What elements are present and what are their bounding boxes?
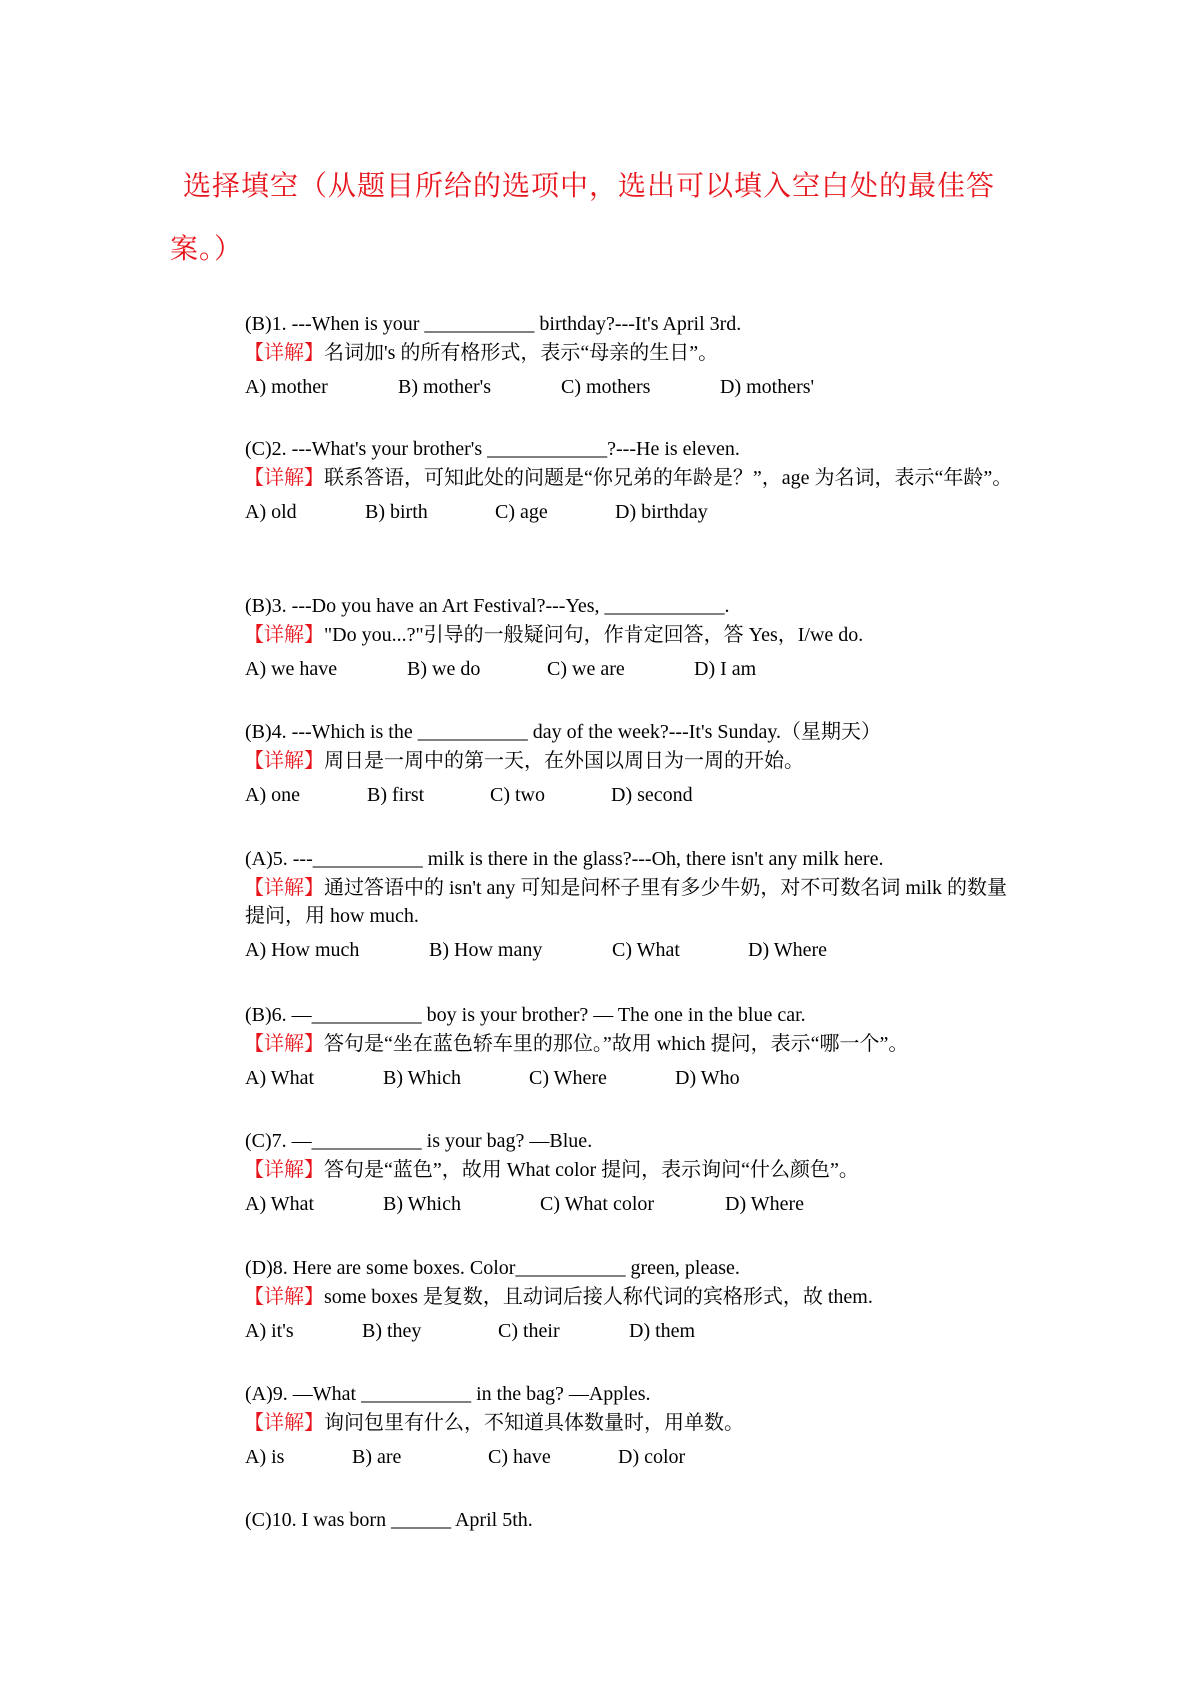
question-text: (B)1. ---When is your ___________ birthday?---It's April 3rd. <box>245 313 742 335</box>
title-line-1: 选择填空（从题目所给的选项中，选出可以填入空白处的最佳答 <box>183 171 996 202</box>
explanation <box>183 747 1025 775</box>
explanation <box>183 1283 1025 1311</box>
question-text: (A)9. —What ___________ in the bag? —Apples. <box>245 1383 651 1405</box>
options-row <box>245 498 1025 526</box>
question-text: (C)2. ---What's your brother's ____________?---He is eleven. <box>245 438 740 460</box>
explanation-text: 名词加's 的所有格形式，表示“母亲的生日”。 <box>324 342 719 364</box>
option-c: C) What color <box>540 1193 655 1215</box>
question-text: (C)7. —___________ is your bag? —Blue. <box>245 1130 593 1152</box>
question-text: (D)8. Here are some boxes. Color___________ green, please. <box>245 1257 740 1279</box>
option-a: A) What <box>245 1067 315 1089</box>
explanation <box>183 339 1025 367</box>
option-d: D) second <box>611 784 693 806</box>
question-4 <box>245 718 1025 809</box>
option-d: D) Where <box>748 939 828 961</box>
option-b: B) How many <box>429 939 543 961</box>
question-3 <box>245 592 1025 683</box>
question-8 <box>245 1254 1025 1345</box>
explanation-tag: 【详解】 <box>244 1159 324 1181</box>
explanation-text: 答句是“坐在蓝色轿车里的那位。”故用 which 提问，表示“哪一个”。 <box>324 1033 909 1055</box>
option-c: C) their <box>498 1320 560 1342</box>
options-row <box>245 1443 1025 1471</box>
section-title <box>170 155 1023 281</box>
option-b: B) birth <box>365 501 428 523</box>
option-a: A) one <box>245 784 300 806</box>
option-a: A) is <box>245 1446 285 1468</box>
explanation-text: "Do you...?"引导的一般疑问句，作肯定回答，答 Yes，I/we do. <box>324 624 864 646</box>
explanation-text: 答句是“蓝色”，故用 What color 提问，表示询问“什么颜色”。 <box>324 1159 859 1181</box>
option-d: D) mothers' <box>720 376 815 398</box>
option-b: B) mother's <box>398 376 492 398</box>
explanation <box>183 874 1025 930</box>
explanation-text: 周日是一周中的第一天，在外国以周日为一周的开始。 <box>324 750 804 772</box>
explanation-tag: 【详解】 <box>244 467 324 489</box>
options-row <box>245 655 1025 683</box>
option-d: D) Who <box>675 1067 740 1089</box>
option-b: B) they <box>362 1320 422 1342</box>
question-10 <box>245 1506 1025 1535</box>
option-d: D) Where <box>725 1193 805 1215</box>
option-c: C) have <box>488 1446 551 1468</box>
option-d: D) them <box>629 1320 696 1342</box>
option-a: A) old <box>245 501 297 523</box>
question-5 <box>245 845 1025 964</box>
explanation <box>183 1030 1025 1058</box>
explanation <box>183 1409 1025 1437</box>
option-b: B) are <box>352 1446 402 1468</box>
option-d: D) color <box>618 1446 686 1468</box>
explanation-text: 联系答语，可知此处的问题是“你兄弟的年龄是？”，age 为名词，表示“年龄”。 <box>324 467 1013 489</box>
option-c: C) What <box>612 939 680 961</box>
explanation <box>183 464 1025 492</box>
explanation-tag: 【详解】 <box>244 877 324 899</box>
option-d: D) birthday <box>615 501 708 523</box>
question-text: (B)4. ---Which is the ___________ day of the week?---It's Sunday.（星期天） <box>245 721 882 743</box>
options-row <box>245 781 1025 809</box>
option-a: A) it's <box>245 1320 294 1342</box>
explanation-tag: 【详解】 <box>244 750 324 772</box>
question-2 <box>245 435 1025 526</box>
options-row <box>245 1190 1025 1218</box>
question-text: (B)6. —___________ boy is your brother? — The one in the blue car. <box>245 1004 806 1026</box>
option-c: C) two <box>490 784 545 806</box>
option-b: B) first <box>367 784 425 806</box>
explanation-tag: 【详解】 <box>244 1033 324 1055</box>
explanation-tag: 【详解】 <box>244 1412 324 1434</box>
question-6 <box>245 1001 1025 1092</box>
option-a: A) What <box>245 1193 315 1215</box>
explanation-text: 通过答语中的 isn't any 可知是问杯子里有多少牛奶，对不可数名词 milk 的数量提问，用 how much. <box>245 877 1008 927</box>
options-row <box>245 936 1025 964</box>
question-7 <box>245 1127 1025 1218</box>
question-1 <box>245 310 1025 401</box>
question-text: (C)10. I was born ______ April 5th. <box>245 1509 533 1531</box>
option-a: A) we have <box>245 658 338 680</box>
explanation-tag: 【详解】 <box>244 624 324 646</box>
explanation-tag: 【详解】 <box>244 1286 324 1308</box>
title-line-2: 案。） <box>170 234 244 265</box>
options-row <box>245 1317 1025 1345</box>
question-text: (B)3. ---Do you have an Art Festival?---Yes, ____________. <box>245 595 730 617</box>
option-b: B) we do <box>407 658 481 680</box>
option-c: C) age <box>495 501 548 523</box>
option-a: A) mother <box>245 376 328 398</box>
option-c: C) mothers <box>561 376 651 398</box>
question-9 <box>245 1380 1025 1471</box>
options-row <box>245 1064 1025 1092</box>
option-c: C) Where <box>529 1067 607 1089</box>
explanation-text: 询问包里有什么，不知道具体数量时，用单数。 <box>324 1412 744 1434</box>
explanation <box>183 621 1025 649</box>
explanation-text: some boxes 是复数，且动词后接人称代词的宾格形式，故 them. <box>324 1286 873 1308</box>
option-c: C) we are <box>547 658 625 680</box>
options-row <box>245 373 1025 401</box>
option-a: A) How much <box>245 939 360 961</box>
explanation-tag: 【详解】 <box>244 342 324 364</box>
option-b: B) Which <box>383 1193 461 1215</box>
option-d: D) I am <box>694 658 757 680</box>
option-b: B) Which <box>383 1067 461 1089</box>
explanation <box>183 1156 1025 1184</box>
question-text: (A)5. ---___________ milk is there in the glass?---Oh, there isn't any milk here. <box>245 848 884 870</box>
